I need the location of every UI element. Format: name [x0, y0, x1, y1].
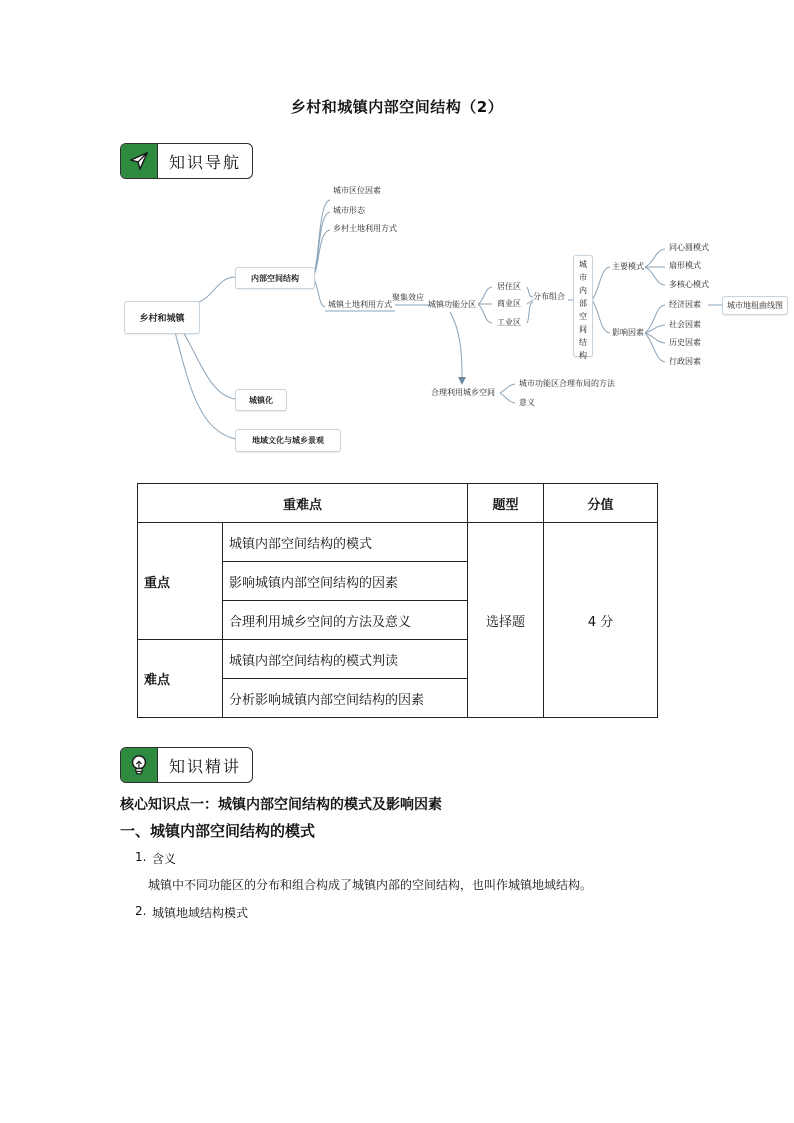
item2-title: 城镇地域结构模式	[152, 906, 249, 920]
key-item: 合理利用城乡空间的方法及意义	[223, 601, 468, 640]
knowledge-lecture-badge	[120, 747, 253, 783]
mindmap-influence-factors: 影响因素	[612, 328, 644, 337]
mindmap-distribution: 分布组合	[533, 292, 565, 301]
mindmap-agglomeration: 聚集效应	[392, 293, 424, 302]
mindmap-urban-land: 城镇土地利用方式	[328, 300, 392, 309]
mindmap-structure-vertical: 城 市 内 部 空 间 结 构	[573, 255, 593, 357]
mindmap-zone-commercial: 商业区	[497, 299, 521, 308]
mindmap-model-concentric: 同心圆模式	[669, 243, 709, 252]
key-label: 重点	[138, 523, 223, 640]
mindmap-factor-historical: 历史因素	[669, 338, 701, 347]
hard-item: 城镇内部空间结构的模式判读	[223, 640, 468, 679]
page-title: 乡村和城镇内部空间结构（2）	[290, 98, 504, 116]
mindmap-rational-meaning: 意义	[519, 398, 535, 407]
mindmap-root: 乡村和城镇	[124, 301, 200, 334]
mindmap-branch-culture: 地域文化与城乡景观	[235, 429, 341, 452]
hard-item: 分析影响城镇内部空间结构的因素	[223, 679, 468, 718]
key-item: 影响城镇内部空间结构的因素	[223, 562, 468, 601]
mindmap-factor-social: 社会因素	[669, 320, 701, 329]
mindmap-branch-internal: 内部空间结构	[235, 267, 315, 289]
mindmap-zone-residential: 居住区	[497, 282, 521, 291]
score-value: 4 分	[544, 523, 658, 718]
mindmap-zone-industrial: 工业区	[497, 318, 521, 327]
mindmap-model-sector: 扇形模式	[669, 261, 701, 270]
mindmap-branch-urbanization: 城镇化	[235, 389, 287, 411]
mindmap-connectors	[0, 0, 794, 470]
item1-text: 城镇中不同功能区的分布和组合构成了城镇内部的空间结构，也叫作城镇地域结构。	[148, 878, 593, 892]
header-type: 题型	[468, 484, 544, 523]
mindmap-model-multinuclei: 多核心模式	[669, 280, 709, 289]
badge-label: 知识精讲	[168, 756, 241, 776]
lightbulb-icon	[121, 748, 158, 782]
section-heading: 一、城镇内部空间结构的模式	[120, 822, 316, 840]
header-points: 重难点	[138, 484, 468, 523]
hard-label: 难点	[138, 640, 223, 718]
item1-number: 1.	[135, 850, 147, 864]
key-points-table	[137, 483, 658, 718]
key-item: 城镇内部空间结构的模式	[223, 523, 468, 562]
mindmap-urban-form: 城市形态	[333, 206, 365, 215]
badge-label: 知识导航	[168, 152, 241, 172]
mindmap-factor-economic: 经济因素	[669, 300, 701, 309]
mindmap-rational-use: 合理利用城乡空间	[431, 388, 495, 397]
type-value: 选择题	[468, 523, 544, 718]
header-score: 分值	[544, 484, 658, 523]
mindmap-rent-curve: 城市地租曲线图	[722, 296, 788, 315]
mindmap-main-models: 主要模式	[612, 262, 644, 271]
mindmap-location-factors: 城市区位因素	[333, 186, 381, 195]
item1-title: 含义	[152, 852, 177, 866]
mindmap-rural-land: 乡村土地利用方式	[333, 224, 397, 233]
core-heading: 核心知识点一：城镇内部空间结构的模式及影响因素	[120, 797, 442, 813]
mindmap-rational-method: 城市功能区合理布局的方法	[519, 379, 615, 388]
mindmap-factor-administrative: 行政因素	[669, 357, 701, 366]
item2-number: 2.	[135, 904, 147, 918]
mindmap-functional-zoning: 城镇功能分区	[428, 300, 476, 309]
